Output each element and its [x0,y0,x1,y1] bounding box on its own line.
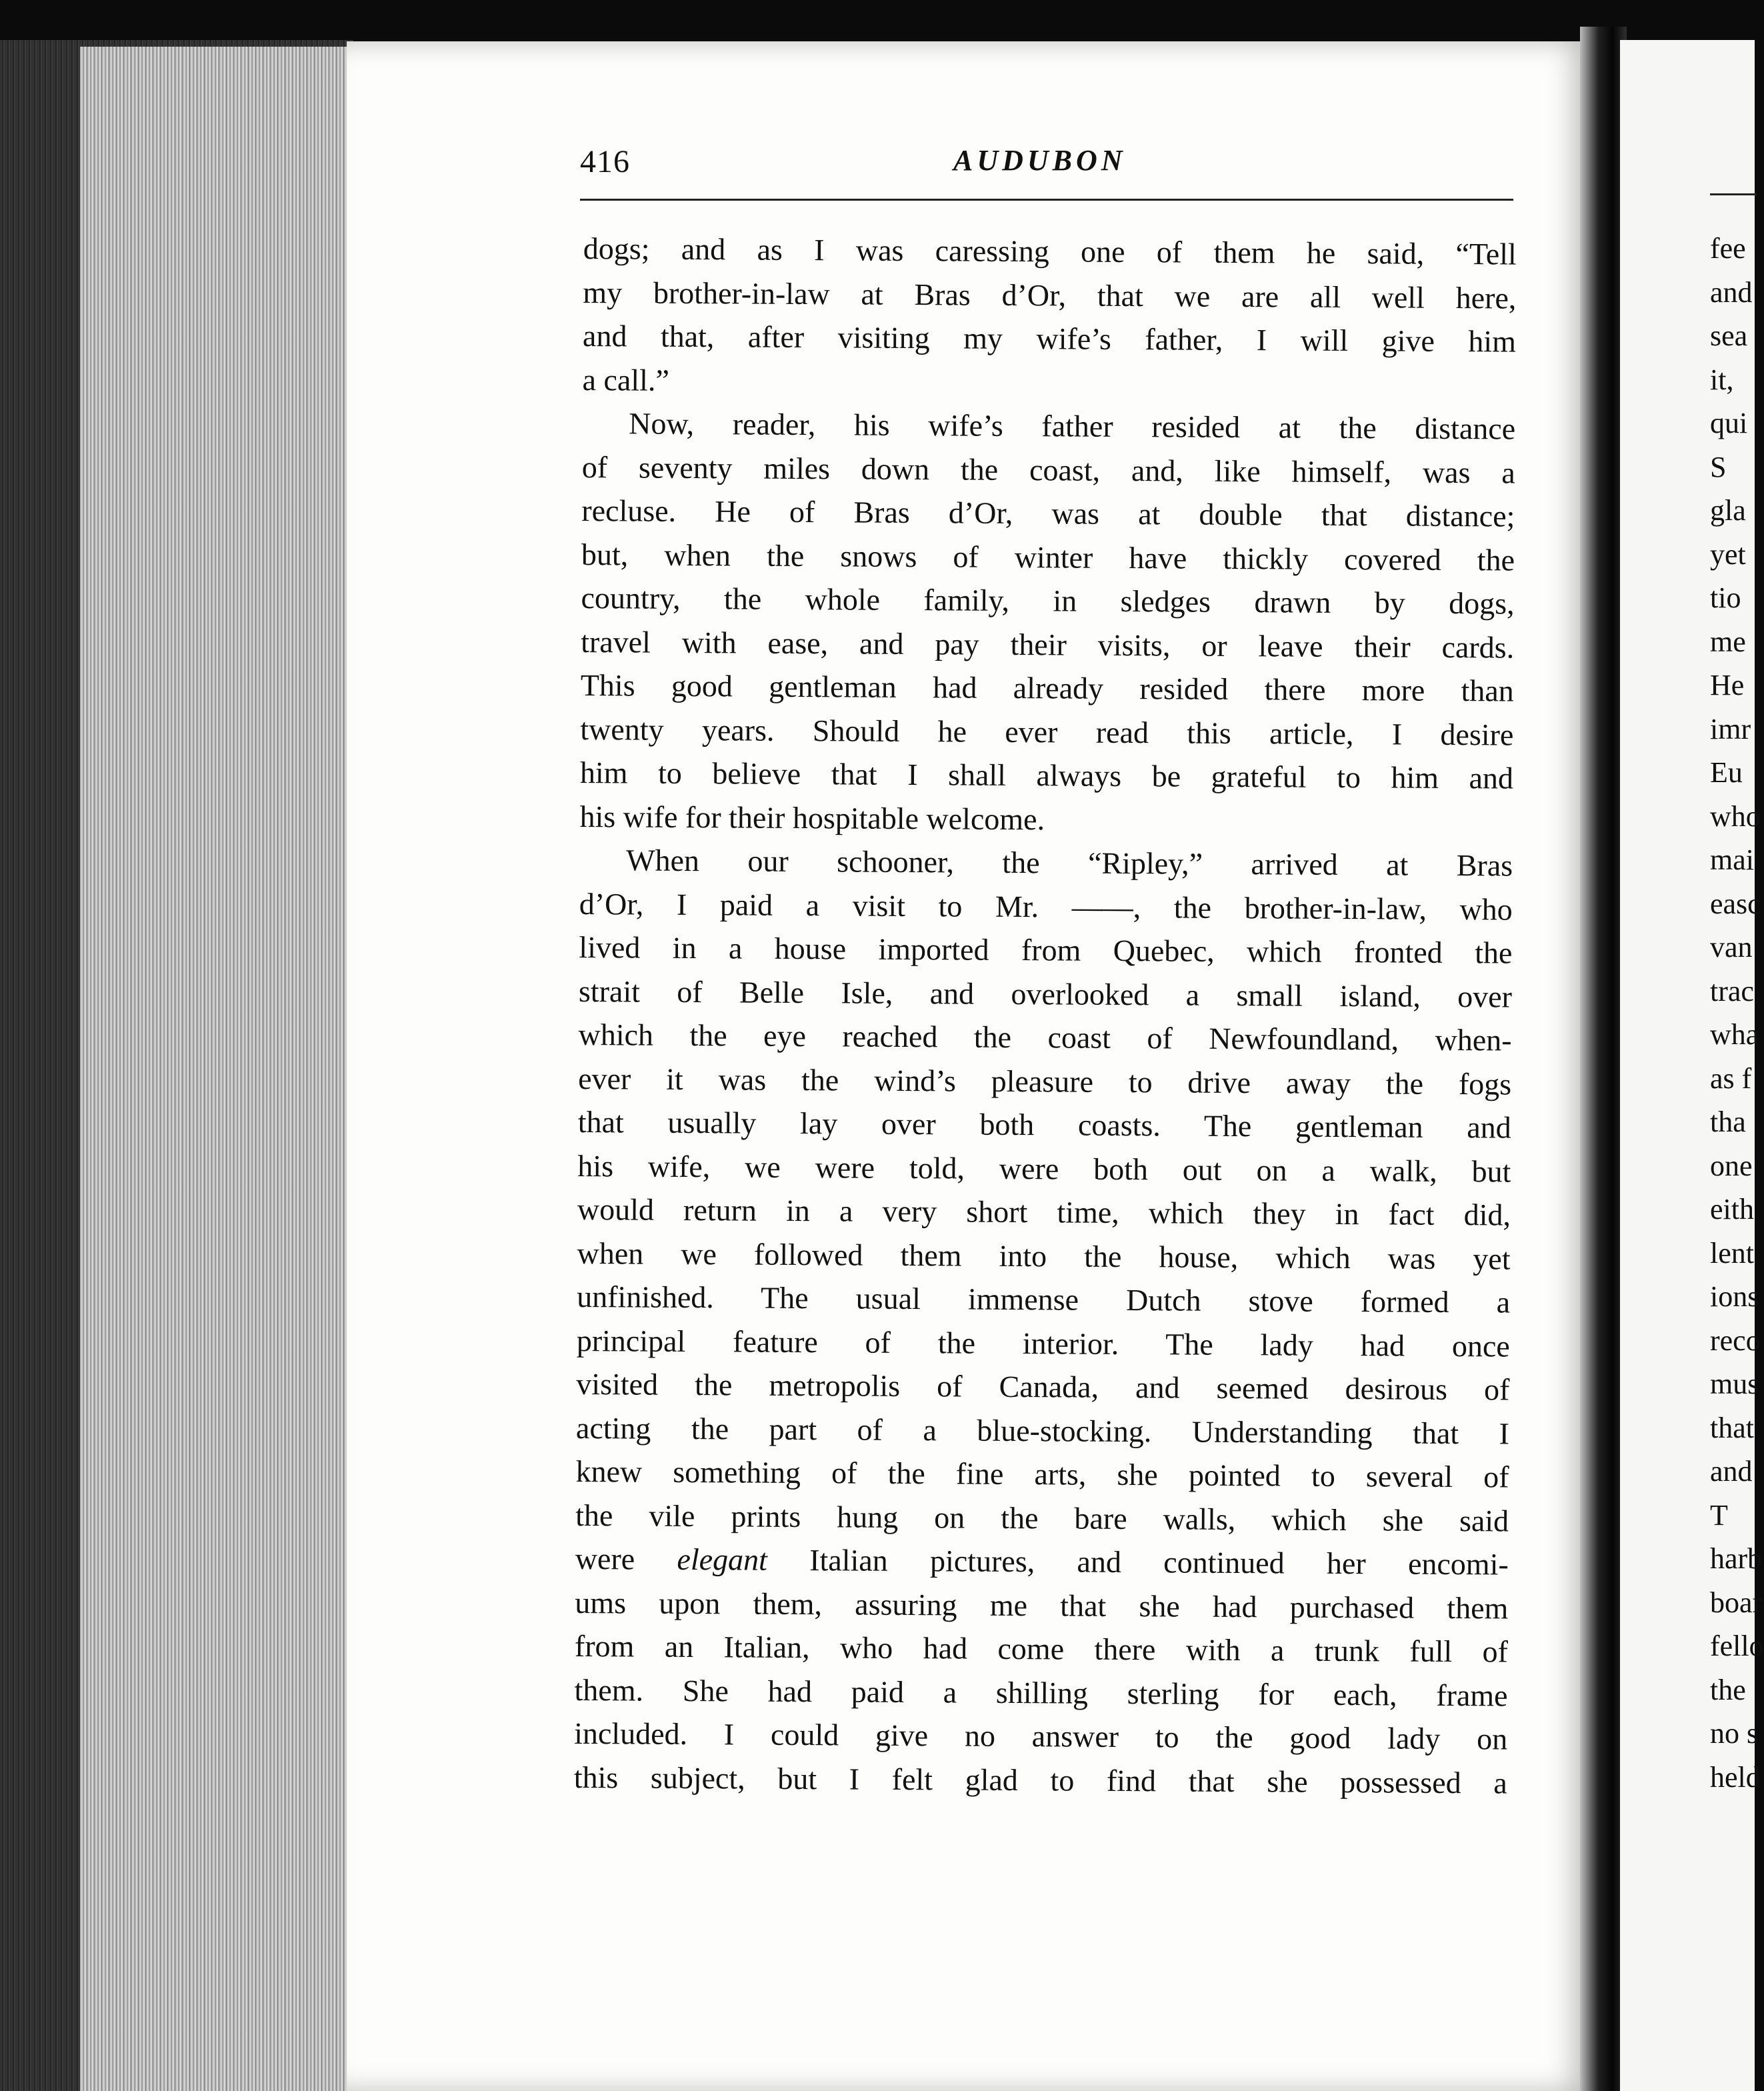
text-line: him to believe that I shall always be grateful to him and [579,755,1514,795]
text-line: that usually lay over both coasts. The gentleman and [577,1104,1511,1145]
fragment-line: lent [1710,1236,1754,1270]
fragment-line: who [1710,799,1761,833]
fragment-line: tha [1710,1106,1746,1138]
fragment-line: T [1710,1498,1728,1532]
text-line: when we followed them into the house, which was yet [577,1236,1511,1276]
right-page-text-fragments [1710,227,1764,1799]
text-line: would return in a very short time, which they in fact did, [577,1192,1511,1232]
fragment-line: wha [1710,1018,1759,1051]
fragment-line: the [1710,1673,1746,1706]
fragment-line: imr [1710,712,1751,745]
fragment-line: eith [1710,1193,1754,1226]
fragment-line: that [1710,1411,1754,1444]
fragment-line: easc [1710,887,1761,920]
fragment-line: Eu [1710,756,1743,789]
text-line: This good gentleman had already resided there more than [580,667,1514,708]
text-line: lived in a house imported from Quebec, which fronted the [579,929,1513,970]
text-line: which the eye reached the coast of Newfoundland, when- [578,1017,1512,1058]
fragment-line: mai [1710,843,1754,876]
text-line: country, the whole family, in sledges drawn by dogs, [581,580,1515,621]
fragment-line: it, [1710,363,1734,396]
fragment-line: boar [1710,1586,1763,1619]
text-line: a call.” [582,362,669,397]
right-page-header-rule [1710,193,1757,195]
fragment-line: sea [1710,319,1748,352]
text-line: d’Or, I paid a visit to Mr. ——, the brother-in-law, who [579,886,1513,927]
text-line: my brother-in-law at Bras d’Or, that we are all well here, [583,275,1517,315]
body-text [574,227,1517,1805]
text-line: Now, reader, his wife’s father resided at the distance [629,406,1516,446]
fragment-line: no s [1710,1717,1759,1750]
text-line: this subject, but I felt glad to find that she possessed a [573,1760,1507,1800]
fragment-line: held [1710,1760,1761,1794]
text-line: dogs; and as I was caressing one of them he said, “Tell [583,231,1517,271]
text-line: When our schooner, the “Ripley,” arrived at Bras [626,843,1513,883]
text-line: strait of Belle Isle, and overlooked a small island, over [578,973,1513,1014]
fragment-line: and [1710,1455,1753,1488]
fragment-line: mus [1710,1368,1759,1400]
fragment-line: yet [1710,537,1746,571]
text-line: ever it was the wind’s pleasure to drive away the fogs [578,1061,1512,1102]
fragment-line: He [1710,669,1745,701]
text-line: principal feature of the interior. The lady had once [576,1323,1510,1364]
text-line: from an Italian, who had come there with a trunk full of [574,1628,1509,1669]
text-line: them. She had paid a shilling sterling for each, frame [574,1672,1508,1713]
text-line: acting the part of a blue-stocking. Understanding that I [575,1410,1510,1451]
text-line: included. I could give no answer to the good lady on [574,1716,1508,1756]
text-line: ums upon them, assuring me that she had purchased them [575,1585,1509,1626]
text-line: but, when the snows of winter have thickly covered the [581,537,1515,577]
running-head [580,143,1513,183]
fragment-line: van [1710,931,1753,963]
text-line: were elegant Italian pictures, and continued her encomi- [575,1541,1509,1582]
fragment-line: as f [1710,1062,1752,1095]
fragment-line: gla [1710,494,1746,527]
fragment-line: fello [1710,1630,1764,1662]
book-page-edges-highlight [80,47,347,2091]
running-title: AUDUBON [953,144,1127,177]
fragment-line: S [1710,450,1727,483]
text-line: knew something of the fine arts, she pointed to several of [575,1454,1509,1494]
fragment-line: ions [1710,1280,1759,1313]
fragment-line: harb [1710,1542,1763,1575]
fragment-line: reco [1710,1324,1761,1357]
fragment-line: one [1710,1149,1753,1182]
fragment-line: me [1710,625,1746,658]
fragment-line: and [1710,275,1753,309]
text-line: and that, after visiting my wife’s father, I will give him [582,318,1517,359]
text-line: the vile prints hung on the bare walls, which she said [575,1498,1509,1538]
fragment-line: trac [1710,974,1754,1007]
fragment-line: fee [1710,232,1746,265]
text-line: his wife for their hospitable welcome. [579,799,1045,836]
fragment-line: tio [1710,581,1741,614]
text-line: recluse. He of Bras d’Or, was at double that distance; [581,493,1515,533]
fragment-line: qui [1710,407,1748,439]
text-line: twenty years. Should he ever read this article, I desire [580,711,1514,752]
text-line: travel with ease, and pay their visits, or leave their cards. [581,624,1515,665]
text-line: his wife, we were told, were both out on a walk, but [577,1148,1511,1189]
text-line: of seventy miles down the coast, and, like himself, was a [581,449,1515,490]
header-rule [580,199,1513,201]
page-number: 416 [580,144,630,179]
text-line: unfinished. The usual immense Dutch stove formed a [577,1279,1511,1320]
text-line: visited the metropolis of Canada, and seemed desirous of [576,1366,1510,1407]
